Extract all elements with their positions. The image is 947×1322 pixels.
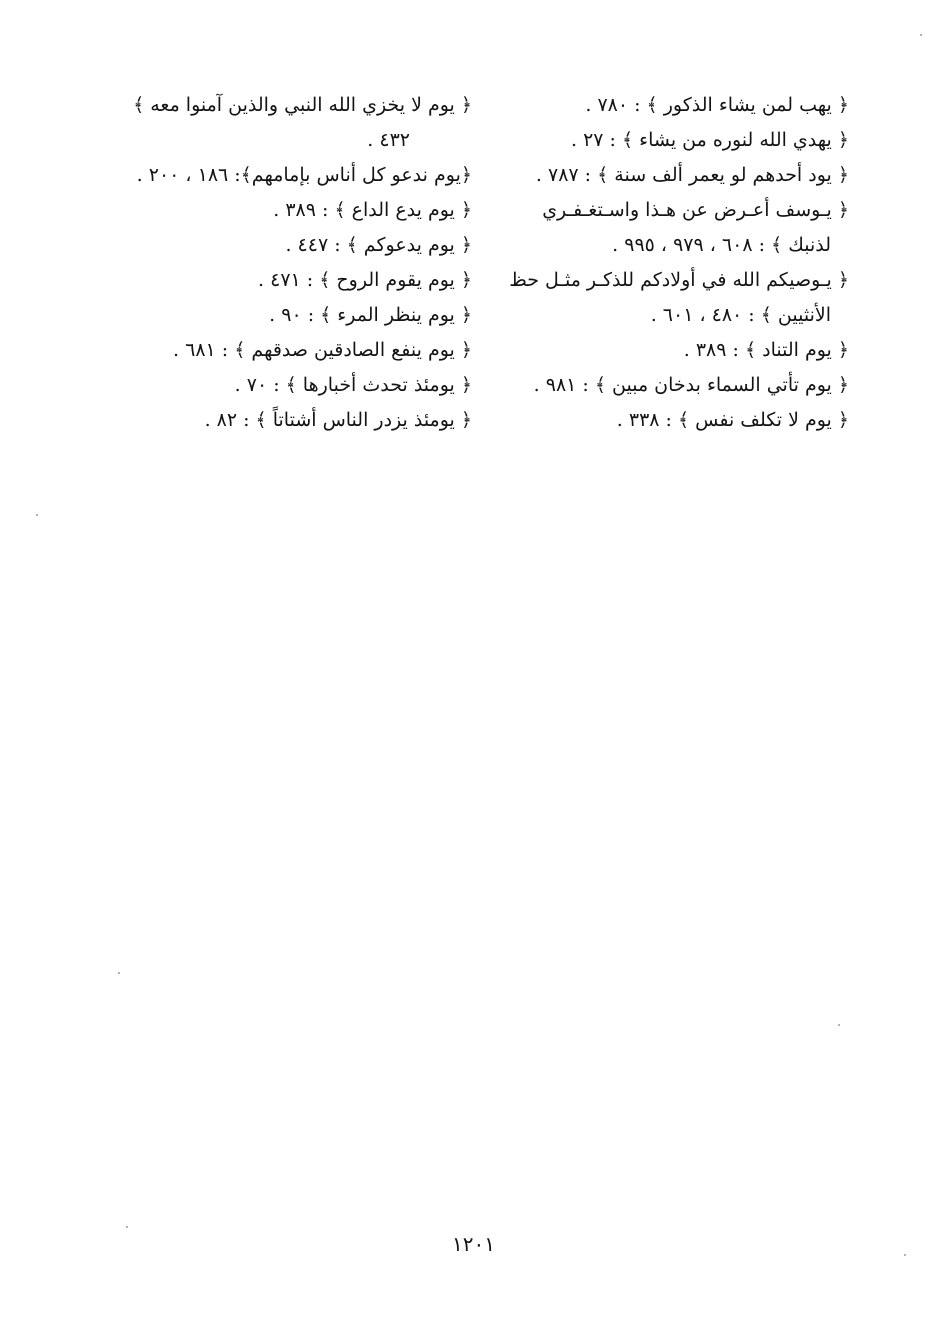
entry-line: ﴿ يوم التناد ﴾ : ٣٨٩ . <box>683 339 849 361</box>
index-entry <box>489 158 849 193</box>
index-entry <box>489 263 849 333</box>
entry-line: ﴿ يوم يدعوكم ﴾ : ٤٤٧ . <box>285 234 472 256</box>
scan-speck <box>118 972 120 974</box>
index-entry <box>112 193 472 228</box>
entry-line: ﴿ يوم ينفع الصادقين صدقهم ﴾ : ٦٨١ . <box>173 339 472 361</box>
entry-line: ﴿ يـوسف أعـرض عن هـذا واسـتغـفـري <box>542 199 849 221</box>
scan-speck <box>904 1254 906 1256</box>
left-column <box>112 88 472 438</box>
index-entry <box>112 403 472 438</box>
entry-line: ﴿يوم ندعو كل أناس بإمامهم﴾: ١٨٦ ، ٢٠٠ . <box>136 164 472 186</box>
index-entry <box>489 88 849 123</box>
entry-line: ﴿ يوم يدع الداع ﴾ : ٣٨٩ . <box>273 199 472 221</box>
index-entry <box>112 333 472 368</box>
scan-speck <box>838 1024 840 1026</box>
entry-line: ﴿ يهدي الله لنوره من يشاء ﴾ : ٢٧ . <box>570 129 849 151</box>
entry-line: ﴿ يهب لمن يشاء الذكور ﴾ : ٧٨٠ . <box>585 94 849 116</box>
right-column <box>489 88 849 438</box>
entry-continuation: لذنبك ﴾ : ٦٠٨ ، ٩٧٩ ، ٩٩٥ . <box>612 234 831 256</box>
entry-line: ﴿ يـوصيكم الله في أولادكم للذكـر مثـل حظ <box>509 269 849 291</box>
index-entry <box>112 263 472 298</box>
scan-speck <box>36 514 38 516</box>
index-entry <box>489 123 849 158</box>
entry-line: ﴿ يوم يقوم الروح ﴾ : ٤٧١ . <box>258 269 472 291</box>
index-entry <box>489 403 849 438</box>
entry-line: ﴿ يومئذ يزدر الناس أشتاتاً ﴾ : ٨٢ . <box>204 409 472 431</box>
page-number: ١٢٠١ <box>452 1232 495 1256</box>
entry-line: ﴿ يوم لا يخزي الله النبي والذين آمنوا معه ﴾ <box>133 94 472 116</box>
index-entry <box>112 228 472 263</box>
entry-line: ﴿ يومئذ تحدث أخبارها ﴾ : ٧٠ . <box>234 374 472 396</box>
index-entry <box>489 193 849 263</box>
index-entry <box>112 88 472 158</box>
index-entry <box>112 298 472 333</box>
index-entry <box>112 158 472 193</box>
scan-speck <box>920 34 922 36</box>
entry-line: ﴿ يوم لا تكلف نفس ﴾ : ٣٣٨ . <box>616 409 849 431</box>
index-entry <box>489 368 849 403</box>
entry-line: ﴿ يوم ينظر المرء ﴾ : ٩٠ . <box>269 304 472 326</box>
scan-speck <box>126 1226 128 1228</box>
entry-line: ﴿ يوم تأتي السماء بدخان مبين ﴾ : ٩٨١ . <box>533 374 849 396</box>
index-entry <box>112 368 472 403</box>
entry-line: ﴿ يود أحدهم لو يعمر ألف سنة ﴾ : ٧٨٧ . <box>535 164 849 186</box>
entry-continuation: الأنثيين ﴾ : ٤٨٠ ، ٦٠١ . <box>650 304 831 326</box>
index-entry <box>489 333 849 368</box>
entry-continuation: ٤٣٢ . <box>367 129 410 151</box>
